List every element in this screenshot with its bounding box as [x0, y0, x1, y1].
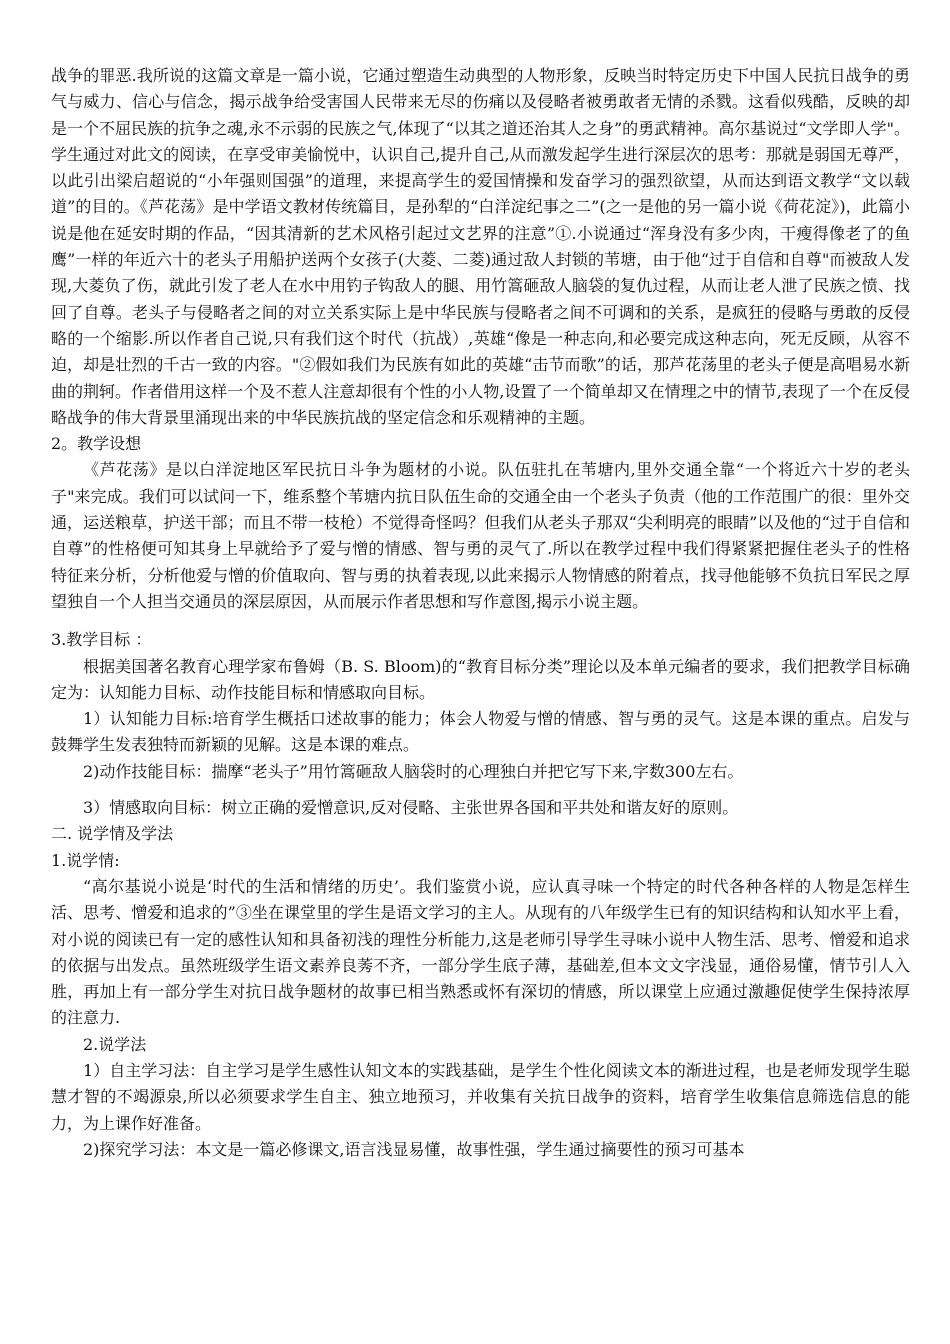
body-paragraph-goals-intro: 根据美国著名教育心理学家布鲁姆（B. S. Bloom)的“教育目标分类”理论以及本单元编者的要求，我们把教学目标确定为：认知能力目标、动作技能目标和情感取向目标。 [51, 656, 910, 702]
subsection-heading-learning-methods: 2.说学法 [83, 1034, 147, 1054]
body-paragraph-goal-skill: 2)动作技能目标：揣摩“老头子”用竹篙砸敌人脑袋时的心理独白并把它写下来,字数300左右。 [83, 761, 744, 781]
body-paragraph-method-autonomous: 1）自主学习法：自主学习是学生感性认知文本的实践基础，是学生个性化阅读文本的渐进过程，也是老师发现学生聪慧才智的不竭源泉,所以必须要求学生自主、独立地预习，并收集有关抗日战争的资料，培育学生收集信息筛选信息的能力，为上课作好准备。 [51, 1060, 910, 1133]
body-paragraph-teaching-concept: 《芦花荡》是以白洋淀地区军民抗日斗争为题材的小说。队伍驻扎在苇塘内,里外交通全靠“一个将近六十岁的老头子"来完成。我们可以试问一下，维系整个苇塘内抗日队伍生命的交通全由一个老头子负责（他的工作范围广的很：里外交通，运送粮草，护送干部；而且不带一枝枪）不觉得奇怪吗？但我们从老头子那双“尖利明亮的眼睛”以及他的“过于自信和自尊”的性格便可知其身上早就给予了爱与憎的情感、智与勇的灵气了.所以在教学过程中我们得紧紧把握住老头子的性格特征来分析，分析他爱与憎的价值取向、智与勇的执着表现,以此来揭示人物情感的附着点，找寻他能够不负抗日军民之厚望独自一个人担当交通员的深层原因，从而展示作者思想和写作意图,揭示小说主题。 [51, 460, 910, 611]
spacer [51, 785, 910, 795]
spacer [51, 615, 910, 627]
section-heading-learning: 二. 说学情及学法 [51, 824, 174, 844]
section-heading-teaching-goals: 3.教学目标 ： [51, 630, 152, 650]
body-paragraph-method-inquiry: 2)探究学习法：本文是一篇必修课文,语言浅显易懂，故事性强，学生通过摘要性的预习可基本 [83, 1139, 745, 1159]
subsection-heading-learner-analysis: 1.说学情: [51, 850, 120, 870]
section-heading-teaching-concept: 2。教学设想 [51, 434, 142, 454]
body-paragraph-intro: 战争的罪恶.我所说的这篇文章是一篇小说，它通过塑造生动典型的人物形象，反映当时特定历史下中国人民抗日战争的勇气与威力、信心与信念，揭示战争给受害国人民带来无尽的伤痛以及侵略者被勇敢者无情的杀戮。这看似残酷，反映的却是一个不屈民族的抗争之魂,永不示弱的民族之气,体现了“以其之道还治其人之身”的勇武精神。高尔基说过“文学即人学"。学生通过对此文的阅读，在享受审美愉悦中，认识自己,提升自己,从而激发起学生进行深层次的思考：那就是弱国无尊严，以此引出梁启超说的“小年强则国强”的道理，来提高学生的爱国情操和发奋学习的强烈欲望，从而达到语文教学“文以载道”的目的。《芦花荡》是中学语文教材传统篇目，是孙犁的“白洋淀纪事之二”(之一是他的另一篇小说《荷花淀》)，此篇小说是他在延安时期的作品，“因其清新的艺术风格引起过文艺界的注意”①.小说通过“浑身没有多少肉，干瘦得像老了的鱼鹰”一样的年近六十的老头子用船护送两个女孩子(大菱、二菱)通过敌人封锁的苇塘，由于他“过于自信和自尊"而被敌人发现,大菱负了伤，就此引发了老人在水中用钓子钩敌人的腿、用竹篙砸敌人脑袋的复仇过程，从而让老人泄了民族之愤、找回了自尊。老头子与侵略者之间的对立关系实际上是中华民族与侵略者之间不可调和的关系，是疯狂的侵略与勇敢的反侵略的一个缩影.所以作者自己说,只有我们这个时代（抗战）,英雄“像是一种志向,和必要完成这种志向，死无反顾，从容不迫，却是壮烈的千古一致的内容。"②假如我们为民族有如此的英雄“击节而歌”的话，那芦花荡里的老头子便是高唱易水新曲的荆轲。作者借用这样一个及不惹人注意却很有个性的小人物,设置了一个简单却又在情理之中的情节,表现了一个在反侵略战争的伟大背景里涌现出来的中华民族抗战的坚定信念和乐观精神的主题。 [51, 66, 910, 427]
body-paragraph-goal-cognitive: 1）认知能力目标:培育学生概括口述故事的能力；体会人物爱与憎的情感、智与勇的灵气。这是本课的重点。启发与鼓舞学生发表独特而新颖的见解。这是本课的难点。 [51, 709, 910, 755]
body-paragraph-goal-affective: 3）情感取向目标：树立正确的爱憎意识,反对侵略、主张世界各国和平共处和谐友好的原则。 [83, 798, 739, 818]
body-paragraph-learner-analysis: “高尔基说小说是‘时代的生活和情绪的历史’。我们鉴赏小说，应认真寻味一个特定的时代各种各样的人物是怎样生活、思考、憎爱和追求的”③坐在课堂里的学生是语文学习的主人。从现有的八年级学生已有的知识结构和认知水平上看，对小说的阅读已有一定的感性认知和具备初浅的理性分析能力,这是老师引导学生寻味小说中人物生活、思考、憎爱和追求的依据与出发点。虽然班级学生语文素养良莠不齐，一部分学生底子薄，基础差,但本文文字浅显，通俗易懂，情节引人入胜，再加上有一部分学生对抗日战争题材的故事已相当熟悉或怀有深切的情感，所以课堂上应通过激趣促使学生保持浓厚的注意力. [51, 876, 910, 1028]
